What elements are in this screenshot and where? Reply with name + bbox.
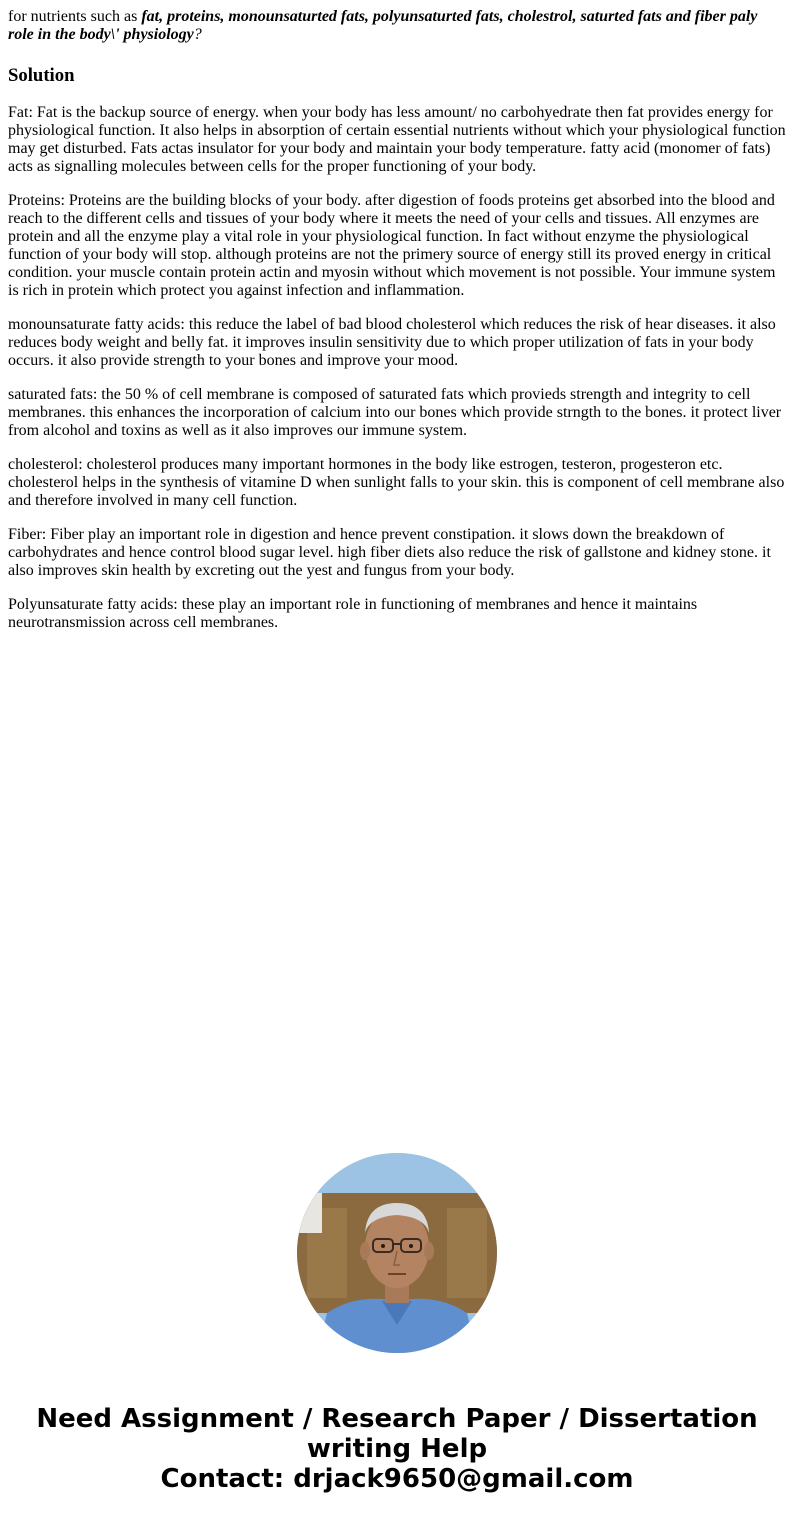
promo-banner	[0, 1404, 794, 1494]
solution-heading: Solution	[8, 65, 75, 86]
promo-line-1: Need Assignment / Research Paper / Dissertation	[36, 1404, 758, 1434]
answer-fat: Fat: Fat is the backup source of energy. when your body has less amount/ no carbohyedrate then fat provides energy for physiological function. It also helps in absorption of certain essential nutrients without which your physiological function may get disturbed. Fats actas insulator for your body and maintain your body temperature. fatty acid (monomer of fats) acts as signalling molecules between cells for the proper functioning of your body.	[8, 104, 786, 175]
question-suffix: ?	[193, 26, 202, 43]
avatar	[297, 1153, 497, 1353]
question-emphasis: fat, proteins, monounsaturted fats, polyunsaturted fats, cholestrol, saturted fats and fiber paly role in the body\' physiology	[8, 8, 758, 43]
answer-polyunsaturated: Polyunsaturate fatty acids: these play an important role in functioning of membranes and hence it maintains neurotransmission across cell membranes.	[8, 596, 698, 631]
answer-monounsaturated: monounsaturate fatty acids: this reduce the label of bad blood cholesterol which reduces the risk of hear diseases. it also reduces body weight and belly fat. it improves insulin sensitivity due to which proper utilization of fats in your body occurs. it also provide strength to your bones and improve your mood.	[8, 316, 776, 369]
question-text	[8, 8, 787, 44]
promo-contact: Contact: drjack9650@gmail.com	[160, 1464, 634, 1494]
answer-proteins: Proteins: Proteins are the building blocks of your body. after digestion of foods proteins get absorbed into the blood and reach to the different cells and tissues of your body where it meets the need of your cells and tissues. All enzymes are protein and all the enzyme play a vital role in your physiological function. In fact without enzyme the physiological function of your body will stop. although proteins are not the primery source of energy still its proved energy in critical condition. your muscle contain protein actin and myosin without which movement is not possible. Your immune system is rich in protein which protect you against infection and inflammation.	[8, 192, 776, 299]
answer-cholesterol: cholesterol: cholesterol produces many important hormones in the body like estrogen, testeron, progesteron etc. cholesterol helps in the synthesis of vitamine D when sunlight falls to your skin. this is component of cell membrane also and therefore involved in many cell function.	[8, 456, 785, 509]
promo-line-2: writing Help	[306, 1434, 488, 1464]
person-photo-icon	[297, 1153, 497, 1353]
document-content	[8, 8, 787, 648]
question-prefix: for nutrients such as	[8, 8, 142, 25]
answer-saturated: saturated fats: the 50 % of cell membrane is composed of saturated fats which provieds strength and integrity to cell membranes. this enhances the incorporation of calcium into our bones which provide strngth to the bones. it protect liver from alcohol and toxins as well as it also improves our immune system.	[8, 386, 782, 439]
answer-fiber: Fiber: Fiber play an important role in digestion and hence prevent constipation. it slows down the breakdown of carbohydrates and hence control blood sugar level. high fiber diets also reduce the risk of gallstone and kidney stone. it also improves skin health by excreting out the yest and fungus from your body.	[8, 526, 771, 579]
